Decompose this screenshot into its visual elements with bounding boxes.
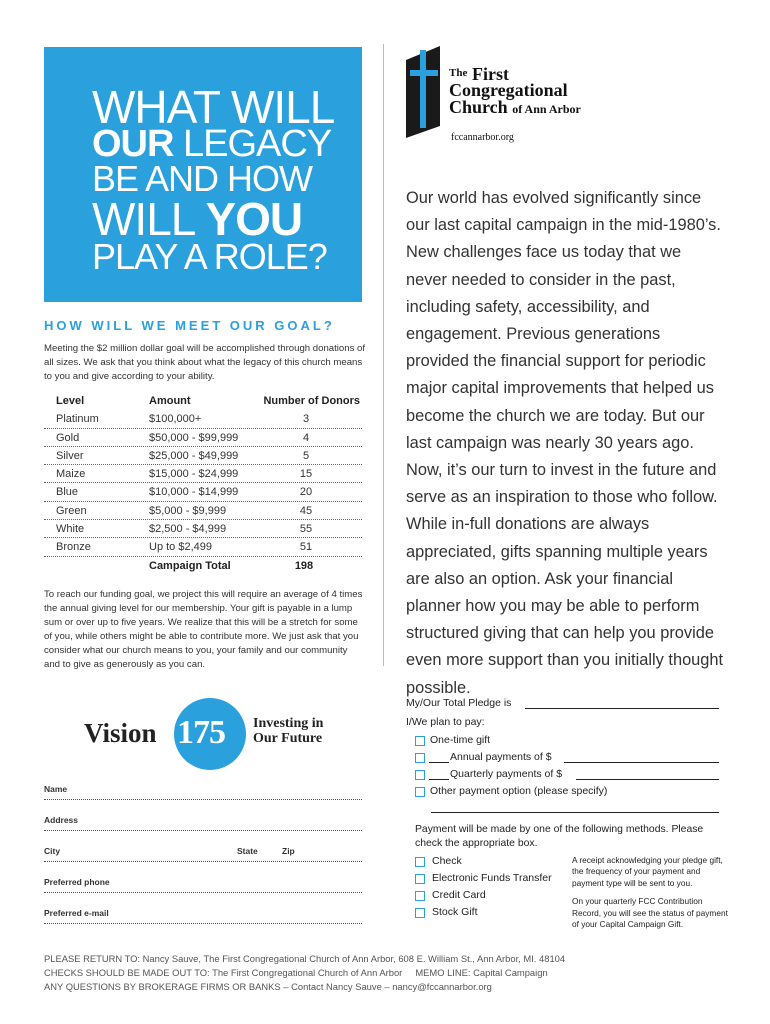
church-logo [406,46,606,156]
one-time-gift-checkbox[interactable] [415,736,425,746]
hero-line-2: OUR LEGACY [92,123,332,165]
other-payment-input[interactable] [431,812,719,813]
annual-payments-label: Annual payments of $ [450,751,552,763]
hero-line-3: BE AND HOW [92,158,313,199]
table-row: Bronze Up to $2,499 51 [44,538,362,556]
table-total-row: Campaign Total 198 [149,559,314,572]
logo-the: The [449,67,468,79]
receipt-note: A receipt acknowledging your pledge gift, the frequency of your payment and payment type will be sent to you. On your quarterly FCC Contribution Record, you will see the status of payment of your Capital Campaign Gift. [572,855,728,930]
eft-label: Electronic Funds Transfer [432,872,552,884]
annual-amount-input[interactable] [564,762,719,763]
footer-return: PLEASE RETURN TO: Nancy Sauve, The First Congregational Church of Ann Arbor, 608 E. William St., Ann Arbor, MI. 48104 [44,953,566,964]
donor-table [44,392,362,575]
table-row: Maize $15,000 - $24,999 15 [44,465,362,483]
other-payment-label: Other payment option (please specify) [430,785,608,797]
table-row: Silver $25,000 - $49,999 5 [44,447,362,465]
one-time-gift-label: One-time gift [430,734,491,746]
footer [44,952,734,994]
annual-count-input[interactable] [429,762,449,763]
column-divider [383,44,384,666]
table-header: Level Amount Number of Donors [56,395,360,407]
plan-label: I/We plan to pay: [406,716,485,728]
logo-church: Church of Ann Arbor [449,97,581,117]
vision-175-logo [84,696,344,772]
hero-line-4: WILL YOU [92,193,303,245]
quarterly-count-input[interactable] [429,779,449,780]
goal-text: Meeting the $2 million dollar goal will be accomplished through donations of all sizes. We ask that you think about what the legacy of this church means to you and give according to your ability. [44,343,366,382]
hero-line-1: WHAT WILL [92,81,335,133]
address-field[interactable]: Address [44,815,362,831]
credit-card-checkbox[interactable] [415,891,425,901]
total-pledge-label: My/Our Total Pledge is [406,697,512,709]
eft-checkbox[interactable] [415,874,425,884]
check-label: Check [432,855,462,867]
quarterly-amount-input[interactable] [576,779,719,780]
vision-number: 175 [177,714,225,751]
annual-payments-checkbox[interactable] [415,753,425,763]
intro-paragraph: Our world has evolved significantly since our last capital campaign in the mid-1980’s. New challenges face us today that we never needed to consider in the past, including safety, accessibility, and engagement. Previous generations provided the financial support for periodic major capital improvements that helped us become the church we are today. But our last campaign was nearly 30 years ago. Now, it’s our turn to invest in the future and serve as an inspiration to those who follow. While in-full donations are always appreciated, gifts spanning multiple years are also an option. Ask your financial planner how you may be able to perform structured giving that can help you provide even more support than you initially thought possible. [406,189,724,697]
goal-heading: HOW WILL WE MEET OUR GOAL? [44,318,335,333]
vision-tagline: Investing in Our Future [253,716,324,746]
city-state-zip-field[interactable]: City State Zip [44,846,362,862]
stock-gift-label: Stock Gift [432,906,478,918]
stock-gift-checkbox[interactable] [415,908,425,918]
other-payment-checkbox[interactable] [415,787,425,797]
quarterly-payments-label: Quarterly payments of $ [450,768,563,780]
footer-checks: CHECKS SHOULD BE MADE OUT TO: The First Congregational Church of Ann Arbor MEMO LINE: Capital Campaign [44,967,548,978]
hero-line-5: PLAY A ROLE? [92,236,327,277]
reach-paragraph: To reach our funding goal, we project this will require an average of 4 times the annual giving level for our membership. Your gift is payable in a lump sum or over up to five years. We realize that this will be a stretch for some of you, while others might be able to contribute more. We just ask that you consider what our church means to you, your family and our community and to give as generously as you can. [44,589,363,670]
table-row: White $2,500 - $4,999 55 [44,520,362,538]
total-pledge-input[interactable] [525,708,719,709]
table-row: Green $5,000 - $9,999 45 [44,502,362,520]
name-field[interactable]: Name [44,784,362,800]
logo-url: fccannarbor.org [451,132,514,143]
hero-panel [44,47,362,302]
table-row: Blue $10,000 - $14,999 20 [44,483,362,501]
footer-questions: ANY QUESTIONS BY BROKERAGE FIRMS OR BANKS – Contact Nancy Sauve – nancy@fccannarbor.org [44,981,492,992]
payment-method-title: Payment will be made by one of the following methods. Please check the appropriate box. [415,824,704,849]
credit-card-label: Credit Card [432,889,486,901]
table-row: Platinum $100,000+ 3 [44,410,362,428]
table-row: Gold $50,000 - $99,999 4 [44,429,362,447]
phone-field[interactable]: Preferred phone [44,877,362,893]
quarterly-payments-checkbox[interactable] [415,770,425,780]
vision-word: Vision [84,718,157,748]
logo-first: First [472,64,509,84]
check-checkbox[interactable] [415,857,425,867]
cross-logo-icon [406,46,446,138]
email-field[interactable]: Preferred e-mail [44,908,362,924]
logo-congregational: Congregational [449,80,568,100]
